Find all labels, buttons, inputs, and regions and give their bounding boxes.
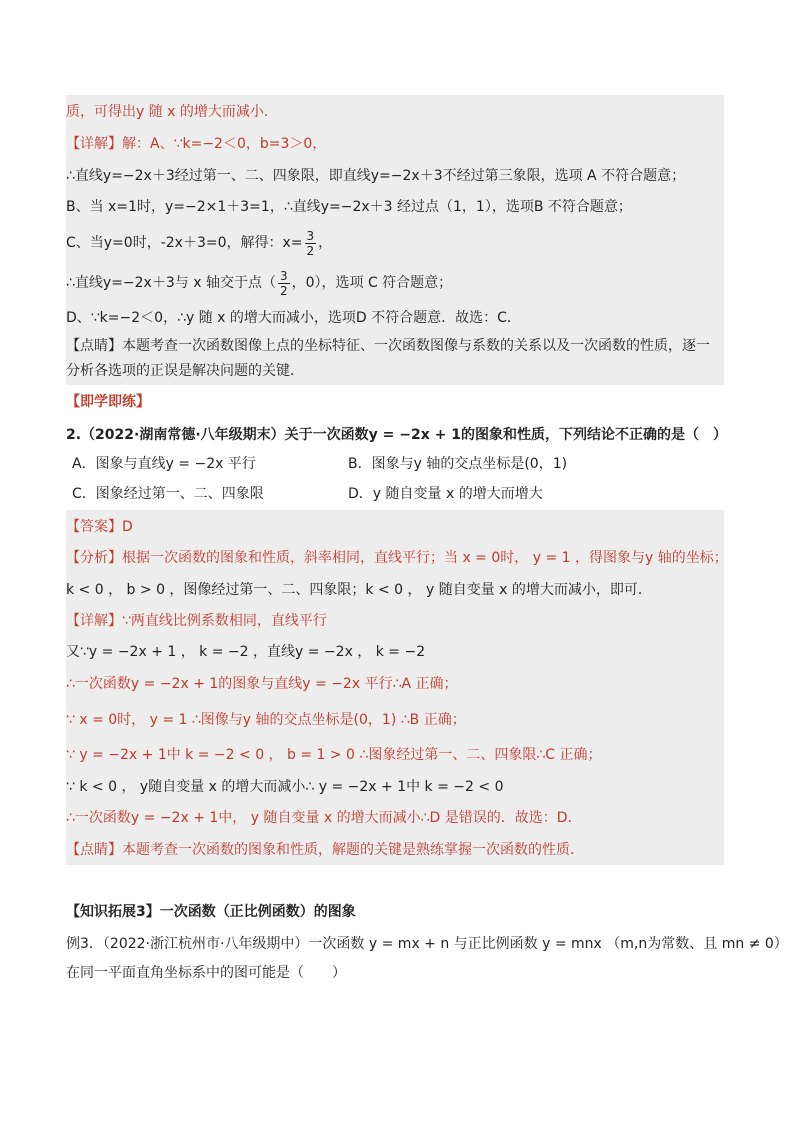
detail-line: ∵ x = 0时， y = 1 ∴图像与y 轴的交点坐标是(0，1) ∴B 正确；	[66, 712, 466, 728]
example-stem: 在同一平面直角坐标系中的图可能是（ ）	[66, 965, 346, 981]
option-b: B．图象与y 轴的交点坐标是(0，1)	[348, 456, 568, 472]
analysis-line: 【分析】根据一次函数的图象和性质，斜率相同，直线平行；当 x = 0时， y = 1 ，得图象与y 轴的坐标；	[66, 550, 728, 566]
text-segment: C、当y=0时，-2x＋3=0，解得：x=	[66, 235, 303, 251]
option-d: D．y 随自变量 x 的增大而增大	[348, 486, 543, 502]
fraction-denominator: 2	[279, 283, 288, 298]
solution-line	[66, 266, 452, 300]
detail-line: ∵ y = −2x + 1中 k = −2 < 0 ， b = 1 > 0 ∴图象经过第一、二、四象限∴C 正确；	[66, 747, 602, 763]
fraction-numerator: 3	[306, 228, 315, 243]
detail-line: ∴一次函数y = −2x + 1的图象与直线y = −2x 平行∴A 正确；	[66, 676, 458, 692]
fraction	[305, 229, 317, 258]
comment-line: 【点睛】本题考查一次函数的图象和性质，解题的关键是熟练掌握一次函数的性质．	[66, 842, 584, 858]
option-a: A．图象与直线y = −2x 平行	[72, 456, 256, 472]
solution-line: B、当 x=1时，y=−2×1＋3=1，∴直线y=−2x＋3 经过点（1，1），选项B 不符合题意；	[66, 199, 632, 215]
solution-line	[66, 226, 332, 260]
comment-line: 分析各选项的正误是解决问题的关键．	[66, 363, 304, 379]
detail-line: ∴一次函数y = −2x + 1中， y 随自变量 x 的增大而减小∴D 是错误的．故选：D．	[66, 810, 582, 826]
solution-line: 质，可得出y 随 x 的增大而减小．	[66, 104, 278, 120]
section-header-extension: 【知识拓展3】一次函数（正比例函数）的图象	[66, 904, 356, 920]
question-stem: 2.（2022·湖南常德·八年级期末）关于一次函数y = −2x + 1的图象和性质，下列结论不正确的是（ ）	[66, 427, 727, 443]
example-stem: 例3．（2022·浙江杭州市·八年级期中）一次函数 y = mx + n 与正比例函数 y = mnx （m,n为常数、且 mn ≠ 0）	[66, 936, 788, 952]
section-header-practice: 【即学即练】	[66, 394, 150, 410]
solution-line: ∴直线y=−2x＋3经过第一、二、四象限，即直线y=−2x＋3不经过第三象限，选项 A 不符合题意；	[66, 168, 686, 184]
fraction	[278, 269, 290, 298]
text-segment: ，0），选项 C 符合题意；	[291, 275, 453, 291]
solution-detail-line: 【详解】解：A、∵k=−2＜0，b=3＞0，	[66, 136, 327, 152]
solution-line: D、∵k=−2＜0，∴y 随 x 的增大而减小，选项D 不符合题意．故选：C．	[66, 310, 521, 326]
analysis-line: k < 0 ， b > 0 ，图像经过第一、二、四象限；k < 0 ， y 随自变量 x 的增大而减小，即可．	[66, 582, 652, 598]
text-segment: ，	[318, 235, 333, 251]
detail-line: ∵ k < 0 ， y随自变量 x 的增大而减小∴ y = −2x + 1中 k = −2 < 0	[66, 779, 504, 795]
detail-line: 【详解】∵两直线比例系数相同，直线平行	[66, 613, 327, 629]
answer-line: 【答案】D	[66, 519, 133, 535]
text-segment: ∴直线y=−2x＋3与 x 轴交于点（	[66, 275, 276, 291]
fraction-denominator: 2	[306, 243, 315, 258]
fraction-numerator: 3	[279, 268, 288, 283]
detail-line: 又∵y = −2x + 1 ， k = −2 ，直线y = −2x ， k = −2	[66, 644, 426, 660]
option-c: C．图象经过第一、二、四象限	[72, 486, 264, 502]
comment-line: 【点睛】本题考查一次函数图像上点的坐标特征、一次函数图像与系数的关系以及一次函数的性质，逐一	[66, 338, 710, 354]
